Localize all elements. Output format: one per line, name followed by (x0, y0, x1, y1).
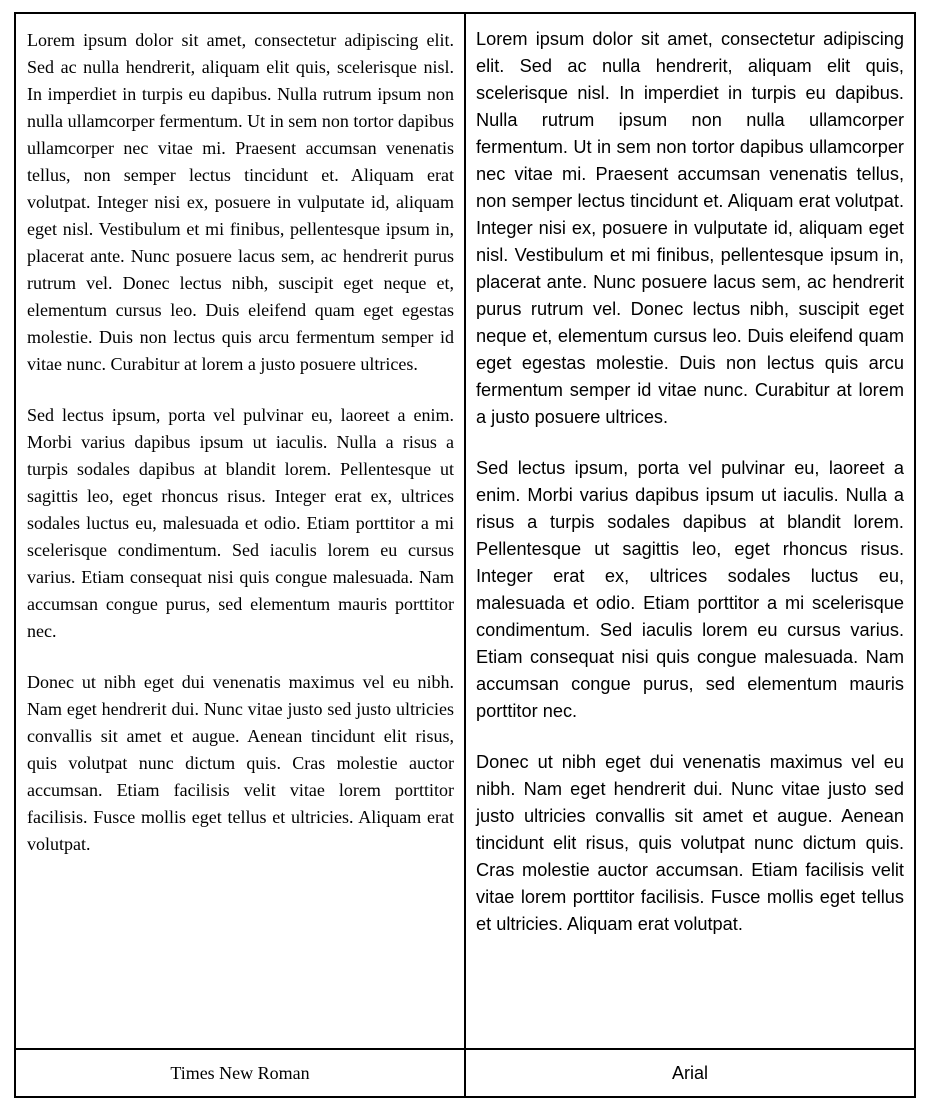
font-comparison-table (14, 12, 916, 1098)
label-row (15, 1049, 915, 1097)
text-row (15, 13, 915, 1049)
sans-paragraph-3: Donec ut nibh eget dui venenatis maximus vel eu nibh. Nam eget hendrerit dui. Nunc vitae justo sed justo ultricies convallis sit amet et augue. Aenean tincidunt elit risus, quis volutpat nunc dictum quis. Cras molestie auctor accumsan. Etiam facilisis velit vitae lorem porttitor facilisis. Fusce mollis eget tellus et ultricies. Aliquam erat volutpat. (476, 752, 904, 934)
serif-font-label: Times New Roman (15, 1049, 465, 1097)
serif-paragraph-1: Lorem ipsum dolor sit amet, consectetur adipiscing elit. Sed ac nulla hendrerit, aliquam elit quis, scelerisque nisl. In imperdiet in turpis eu dapibus. Nulla rutrum ipsum non nulla ullamcorper fermentum. Ut in sem non tortor dapibus ullamcorper nec vitae mi. Praesent accumsan venenatis tellus, non semper lectus tincidunt et. Aliquam erat volutpat. Integer nisi ex, posuere in vulputate id, aliquam eget nisl. Vestibulum et mi finibus, pellentesque ipsum in, placerat ante. Nunc posuere lacus sem, ac hendrerit purus rutrum vel. Donec lectus nibh, suscipit eget neque et, elementum cursus leo. Duis eleifend quam eget egestas molestie. Duis non lectus quis arcu fermentum semper id vitae nunc. Curabitur at lorem a justo posuere ultrices. (27, 30, 454, 374)
sans-font-label: Arial (465, 1049, 915, 1097)
serif-paragraph-2: Sed lectus ipsum, porta vel pulvinar eu, laoreet a enim. Morbi varius dapibus ipsum ut iaculis. Nulla a risus a turpis sodales dapibus at blandit lorem. Pellentesque ut sagittis leo, eget rhoncus risus. Integer erat ex, ultrices sodales luctus eu, malesuada et odio. Etiam porttitor a mi scelerisque condimentum. Sed iaculis lorem eu cursus varius. Etiam consequat nisi quis congue malesuada. Nam accumsan congue purus, sed elementum mauris porttitor nec. (27, 405, 454, 641)
serif-text-cell (15, 13, 465, 1049)
serif-paragraph-3: Donec ut nibh eget dui venenatis maximus vel eu nibh. Nam eget hendrerit dui. Nunc vitae justo sed justo ultricies convallis sit amet et augue. Aenean tincidunt elit risus, quis volutpat nunc dictum quis. Cras molestie auctor accumsan. Etiam facilisis velit vitae lorem porttitor facilisis. Fusce mollis eget tellus et ultricies. Aliquam erat volutpat. (27, 672, 454, 854)
serif-text-block (16, 14, 464, 858)
sans-paragraph-2: Sed lectus ipsum, porta vel pulvinar eu, laoreet a enim. Morbi varius dapibus ipsum ut iaculis. Nulla a risus a turpis sodales dapibus at blandit lorem. Pellentesque ut sagittis leo, eget rhoncus risus. Integer erat ex, ultrices sodales luctus eu, malesuada et odio. Etiam porttitor a mi scelerisque condimentum. Sed iaculis lorem eu cursus varius. Etiam consequat nisi quis congue malesuada. Nam accumsan congue purus, sed elementum mauris porttitor nec. (476, 458, 904, 721)
sans-paragraph-1: Lorem ipsum dolor sit amet, consectetur adipiscing elit. Sed ac nulla hendrerit, aliquam elit quis, scelerisque nisl. In imperdiet in turpis eu dapibus. Nulla rutrum ipsum non nulla ullamcorper fermentum. Ut in sem non tortor dapibus ullamcorper nec vitae mi. Praesent accumsan venenatis tellus, non semper lectus tincidunt et. Aliquam erat volutpat. Integer nisi ex, posuere in vulputate id, aliquam eget nisl. Vestibulum et mi finibus, pellentesque ipsum in, placerat ante. Nunc posuere lacus sem, ac hendrerit purus rutrum vel. Donec lectus nibh, suscipit eget neque et, elementum cursus leo. Duis eleifend quam eget egestas molestie. Duis non lectus quis arcu fermentum semper id vitae nunc. Curabitur at lorem a justo posuere ultrices. (476, 29, 904, 427)
sans-text-block (466, 14, 914, 938)
sans-text-cell (465, 13, 915, 1049)
